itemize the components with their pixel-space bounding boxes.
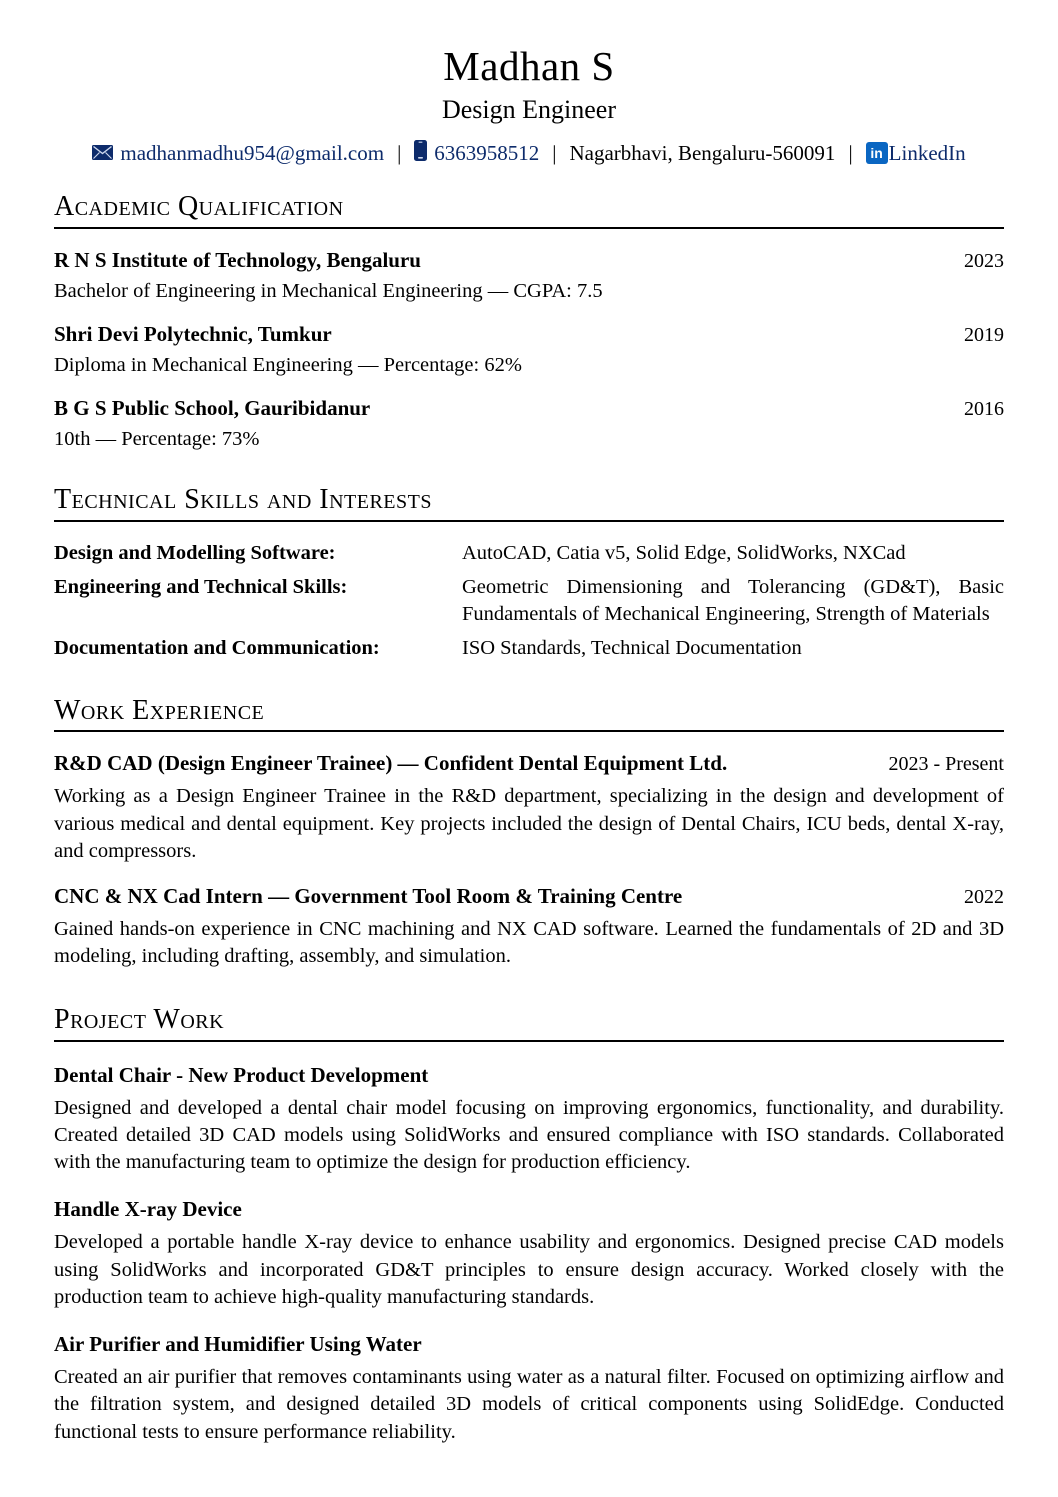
section-rule (54, 227, 1004, 229)
education-entry (54, 322, 1004, 377)
skill-category-value: AutoCAD, Catia v5, Solid Edge, SolidWorks, NXCad (462, 541, 906, 564)
education-detail: Diploma in Mechanical Engineering — Percentage: 62% (54, 353, 522, 376)
email-link[interactable] (92, 141, 384, 166)
section-heading-projects: Project Work (54, 1003, 225, 1035)
section-academic (54, 192, 1004, 451)
contact-row (54, 140, 1004, 167)
skill-category-label: Engineering and Technical Skills: (54, 575, 348, 598)
project-description: Developed a portable handle X-ray device to enhance usability and ergonomics. Designed precise CAD models using SolidWorks and incorporated GD&T principles to ensure design accuracy. Worked closely with the production team to achieve high-quality manufacturing standards. (54, 1231, 1004, 1308)
education-entry (54, 248, 1004, 303)
skill-category-value: Geometric Dimensioning and Tolerancing (GD&T), Basic Fundamentals of Mechanical Engineering, Strength of Materials (462, 575, 1004, 625)
section-heading-work: Work Experience (54, 694, 265, 726)
phone-link[interactable] (414, 140, 539, 167)
education-year: 2016 (964, 397, 1004, 420)
phone-text: 6363958512 (434, 140, 540, 165)
section-heading-academic: Academic Qualification (54, 190, 344, 222)
location-item (570, 141, 836, 166)
work-period: 2022 (964, 886, 1004, 909)
education-detail: Bachelor of Engineering in Mechanical Engineering — CGPA: 7.5 (54, 279, 603, 302)
linkedin-badge-icon: in (866, 142, 888, 164)
education-entry (54, 396, 1004, 451)
project-description: Created an air purifier that removes contaminants using water as a natural filter. Focused on optimizing airflow and the filtration system, and designed detailed 3D models of critical components using SolidEdge. Conducted functional tests to ensure performance reliability. (54, 1366, 1004, 1443)
institution-name: R N S Institute of Technology, Bengaluru (54, 247, 421, 272)
linkedin-text: LinkedIn (888, 140, 966, 165)
education-detail: 10th — Percentage: 73% (54, 427, 260, 450)
section-projects (54, 1005, 1004, 1446)
mobile-phone-icon (414, 140, 427, 167)
section-rule (54, 1040, 1004, 1042)
linkedin-link[interactable] (866, 141, 966, 166)
project-title: Dental Chair - New Product Development (54, 1062, 429, 1087)
education-year: 2019 (964, 323, 1004, 346)
section-rule (54, 730, 1004, 732)
work-title: R&D CAD (Design Engineer Trainee) — Confident Dental Equipment Ltd. (54, 751, 728, 776)
skill-category-value: ISO Standards, Technical Documentation (462, 636, 802, 659)
section-rule (54, 520, 1004, 522)
contact-separator: | (552, 140, 557, 165)
candidate-name: Madhan S (443, 43, 615, 89)
project-title: Handle X-ray Device (54, 1197, 242, 1222)
work-entry (54, 884, 1004, 971)
work-entry (54, 751, 1004, 865)
candidate-job-title: Design Engineer (441, 94, 616, 124)
project-description: Designed and developed a dental chair model focusing on improving ergonomics, functionality, and durability. Created detailed 3D CAD models using SolidWorks and ensured compliance with ISO standards. Collaborated with the manufacturing team to optimize the design for production efficiency. (54, 1096, 1004, 1174)
email-text: madhanmadhu954@gmail.com (120, 140, 385, 165)
project-entry (54, 1197, 1004, 1311)
envelope-icon (92, 141, 113, 166)
project-title: Air Purifier and Humidifier Using Water (54, 1332, 422, 1357)
contact-separator: | (848, 140, 853, 165)
work-title: CNC & NX Cad Intern — Government Tool Room & Training Centre (54, 884, 683, 909)
work-period: 2023 - Present (888, 753, 1004, 776)
skills-table (54, 540, 1004, 662)
work-description: Working as a Design Engineer Trainee in the R&D department, specializing in the design and development of various medical and dental equipment. Key projects included the design of Dental Chairs, ICU beds, dental X-ray, and compressors. (54, 785, 1004, 862)
skill-category-label: Documentation and Communication: (54, 636, 380, 659)
education-year: 2023 (964, 249, 1004, 272)
project-entry (54, 1063, 1004, 1177)
institution-name: B G S Public School, Gauribidanur (54, 395, 371, 420)
location-text: Nagarbhavi, Bengaluru-560091 (569, 140, 836, 165)
section-heading-skills: Technical Skills and Interests (54, 483, 432, 515)
resume-header (54, 44, 1004, 167)
project-entry (54, 1332, 1004, 1446)
work-description: Gained hands-on experience in CNC machining and NX CAD software. Learned the fundamentals of 2D and 3D modeling, including drafting, assembly, and simulation. (54, 918, 1004, 968)
contact-separator: | (397, 140, 402, 165)
section-skills (54, 485, 1004, 662)
institution-name: Shri Devi Polytechnic, Tumkur (54, 321, 332, 346)
skill-category-label: Design and Modelling Software: (54, 541, 336, 564)
section-work (54, 696, 1004, 971)
